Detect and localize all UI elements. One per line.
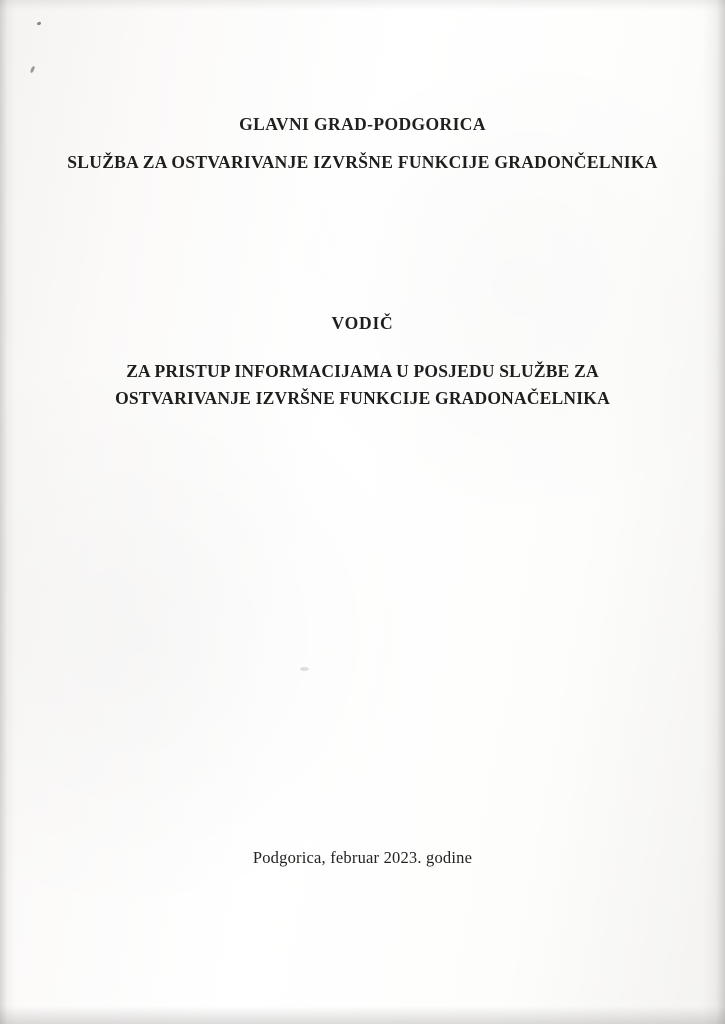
document-subtitle-line-1: ZA PRISTUP INFORMACIJAMA U POSJEDU SLUŽBE ZA bbox=[126, 361, 599, 381]
document-type-title: VODIČ bbox=[331, 313, 394, 333]
organization-department: SLUŽBA ZA OSTVARIVANJE IZVRŠNE FUNKCIJE GRADONČELNIKA bbox=[67, 152, 658, 172]
document-subtitle-line-2: OSTVARIVANJE IZVRŠNE FUNKCIJE GRADONAČELNIKA bbox=[115, 388, 610, 408]
place-and-date: Podgorica, februar 2023. godine bbox=[252, 848, 473, 867]
document-subtitle bbox=[0, 358, 725, 412]
organization-name: GLAVNI GRAD-PODGORICA bbox=[239, 114, 486, 134]
